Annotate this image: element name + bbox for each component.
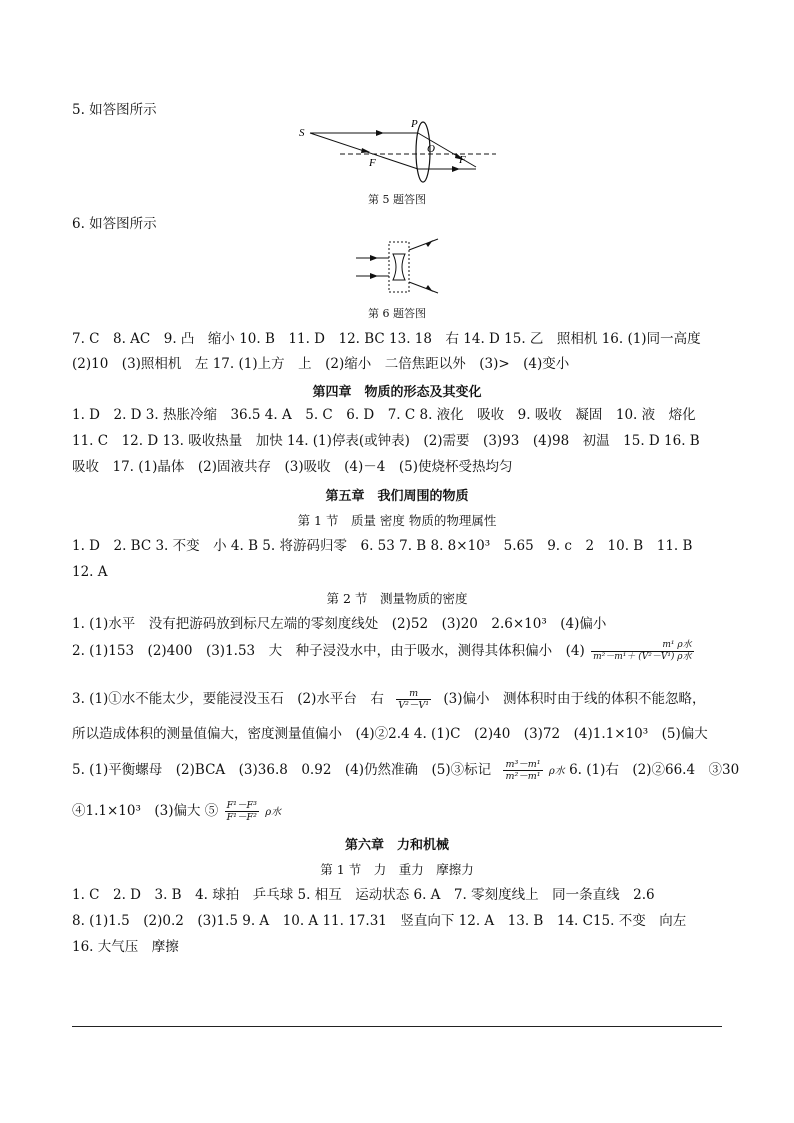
ch5-s2-answers-line-6 [72,800,281,823]
ch5-s1-answers-line-2: 12. A [72,564,108,580]
density-formula-fraction [591,640,694,663]
ch4-answers-line-3: 吸收 17. (1)晶体 (2)固液共存 (3)吸收 (4)－4 (5)使烧杯受热均匀 [72,459,513,475]
ch5-s2-answers-line-1: 1. (1)水平 没有把游码放到标尺左端的零刻度线处 (2)52 (3)20 2.6×10³ (4)偏小 [72,616,607,632]
ch5-s2-line-2-text: 2. (1)153 (2)400 (3)1.53 大 种子浸没水中，由于吸水，测得其体积偏小 (4) [72,643,585,659]
ch4-title: 第四章 物质的形态及其变化 [312,385,482,400]
ch5-s2-line-5-text-a: 5. (1)平衡螺母 (2)BCA (3)36.8 0.92 (4)仍然准确 (5)③标记 [72,762,492,778]
ch6-answers-line-1: 1. C 2. D 3. B 4. 球拍 乒乓球 5. 相互 运动状态 6. A 7. 零刻度线上 同一条直线 2.6 [72,887,655,903]
density-formula-fraction [396,688,431,711]
fig5-label-S: S [299,127,305,139]
ch5-s2-line-5-text-b: 6. (1)右 (2)②66.4 ③30 [569,762,740,778]
density-formula-fraction [503,759,542,782]
rho-water-symbol: ρ水 [548,766,565,777]
fraction-numerator: m¹ ρ水 [662,640,692,650]
q5-text: 5. 如答图所示 [72,102,157,118]
ch4-answers-line-1: 1. D 2. D 3. 热胀冷缩 36.5 4. A 5. C 6. D 7. C 8. 液化 吸收 9. 吸收 凝固 10. 液 熔化 [72,407,696,423]
fig6-caption: 第 6 题答图 [368,307,426,320]
rho-water-symbol: ρ水 [265,807,282,818]
fig5-caption: 第 5 题答图 [368,193,426,206]
ch5-title: 第五章 我们周围的物质 [325,489,469,504]
ch5-s2-answers-line-5 [72,759,739,782]
buoyancy-density-fraction [225,800,259,823]
fig5-label-F-right: F [459,154,466,166]
ch5-s2-answers-line-4: 所以造成体积的测量值偏大，密度测量值偏小 (4)②2.4 4. (1)C (2)40 (3)72 (4)1.1×10³ (5)偏大 [72,726,708,742]
fig6-concave-lens-diagram [352,236,444,296]
fraction-denominator: V²－V¹ [398,700,430,711]
fraction-denominator: F¹－F² [226,812,257,823]
fraction-numerator: F¹－F³ [226,800,257,811]
ch3-answers-line-1: 7. C 8. AC 9. 凸 缩小 10. B 11. D 12. BC 13. 18 右 14. D 15. 乙 照相机 16. (1)同一高度 [72,331,701,347]
fraction-denominator: m²－m¹ [505,771,541,782]
ch5-s2-line-3-text-a: 3. (1)①水不能太少，要能浸没玉石 (2)水平台 右 [72,691,384,707]
ch5-s1-answers-line-1: 1. D 2. BC 3. 不变 小 4. B 5. 将游码归零 6. 53 7. B 8. 8×10³ 5.65 9. c 2 10. B 11. B [72,538,693,554]
ch5-s2-answers-line-3 [72,688,705,711]
fraction-denominator: m²－m¹＋ (V²－V¹) ρ水 [593,652,692,662]
fraction-numerator: m³－m¹ [505,759,541,770]
ch5-s2-answers-line-2 [72,640,696,663]
ch4-answers-line-2: 11. C 12. D 13. 吸收热量 加快 14. (1)停表(或钟表) (2)需要 (3)93 (4)98 初温 15. D 16. B [72,433,700,449]
ch5-section-2-title: 第 2 节 测量物质的密度 [326,591,468,606]
fraction-numerator: m [409,688,419,699]
ch5-s2-line-6-text-a: ④1.1×10³ (3)偏大 ⑤ [72,803,219,819]
ch6-title: 第六章 力和机械 [344,838,449,853]
ch5-section-1-title: 第 1 节 质量 密度 物质的物理属性 [297,513,497,528]
fig5-label-O: O [427,143,435,155]
fig5-lens-diagram [296,116,500,184]
fig5-label-P: P [411,118,418,130]
page-bottom-rule [72,1026,722,1027]
ch6-answers-line-3: 16. 大气压 摩擦 [72,939,179,955]
q6-text: 6. 如答图所示 [72,216,157,232]
fig5-label-F-left: F [369,157,376,169]
ch5-s2-line-3-text-b: (3)偏小 测体积时由于线的体积不能忽略， [443,691,706,707]
ch6-section-1-title: 第 1 节 力 重力 摩擦力 [320,862,474,877]
ch3-answers-line-2: (2)10 (3)照相机 左 17. (1)上方 上 (2)缩小 二倍焦距以外 (3)> (4)变小 [72,356,570,372]
ch6-answers-line-2: 8. (1)1.5 (2)0.2 (3)1.5 9. A 10. A 11. 17.31 竖直向下 12. A 13. B 14. C15. 不变 向左 [72,913,687,929]
